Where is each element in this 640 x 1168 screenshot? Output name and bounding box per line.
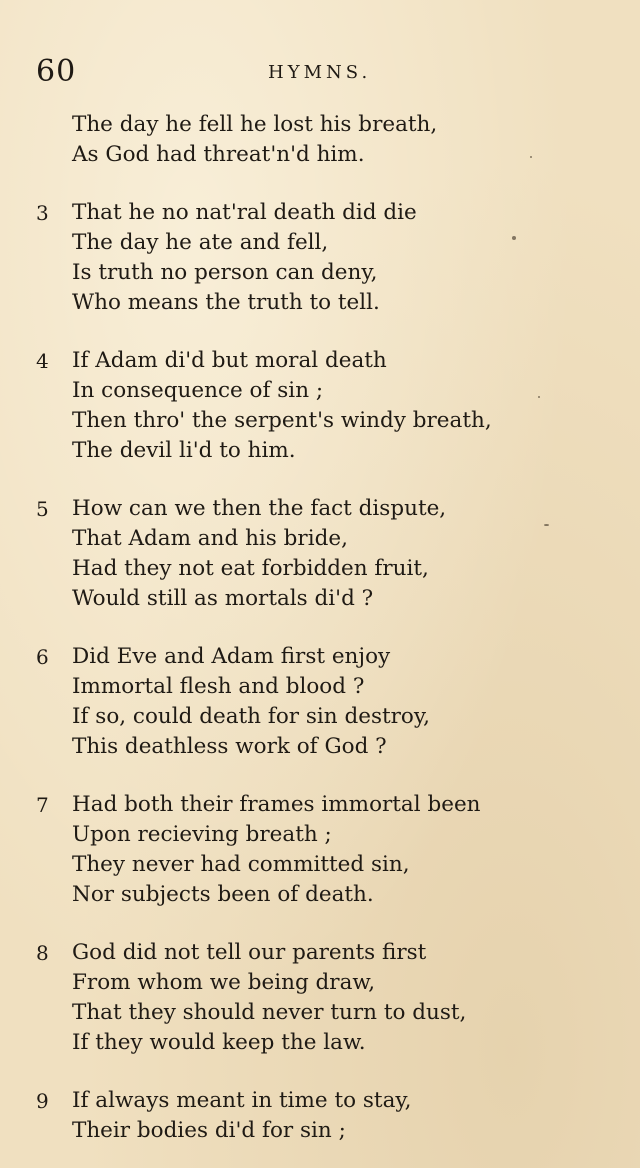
stanza-4 (36, 346, 596, 466)
stanza-number: 9 (36, 1089, 49, 1113)
stanza-3 (36, 198, 596, 318)
verse-line: 8 God did not tell our parents first (36, 938, 596, 968)
stanza-8 (36, 938, 596, 1058)
ink-speck (544, 524, 549, 526)
verse-line: The devil li'd to him. (72, 438, 296, 463)
stanza-number: 7 (36, 793, 49, 817)
stanza-continued (36, 110, 596, 170)
verse-line: Who means the truth to tell. (72, 290, 380, 315)
verse-line: This deathless work of God ? (72, 734, 387, 759)
verse-line: In consequence of sin ; (72, 378, 324, 403)
stanza-number: 6 (36, 645, 49, 669)
page-header (36, 52, 596, 92)
stanza-9 (36, 1086, 596, 1146)
verse-line: Nor subjects been of death. (72, 882, 374, 907)
stanza-number: 4 (36, 349, 49, 373)
verse-line: 5 How can we then the fact dispute, (36, 494, 596, 524)
verse-line: Then thro' the serpent's windy breath, (72, 408, 492, 433)
verse-line: They never had committed sin, (72, 852, 410, 877)
stanza-5 (36, 494, 596, 614)
page-number: 60 (36, 54, 77, 89)
verse-line: That they should never turn to dust, (72, 1000, 467, 1025)
verse-line: Upon recieving breath ; (72, 822, 332, 847)
stanza-6 (36, 642, 596, 762)
verse-line: If so, could death for sin destroy, (72, 704, 430, 729)
verse-line: As God had threat'n'd him. (72, 142, 365, 167)
verse-line: 9 If always meant in time to stay, (36, 1086, 596, 1116)
verse-line: That Adam and his bride, (72, 526, 348, 551)
stanza-7 (36, 790, 596, 910)
verse-line: Immortal flesh and blood ? (72, 674, 365, 699)
verse-line: 4 If Adam di'd but moral death (36, 346, 596, 376)
verse-line: The day he ate and fell, (72, 230, 329, 255)
running-head: HYMNS. (268, 62, 372, 83)
verse-line: Would still as mortals di'd ? (72, 586, 374, 611)
ink-speck (512, 236, 516, 240)
verse-line: 6 Did Eve and Adam first enjoy (36, 642, 596, 672)
verse-line: 7 Had both their frames immortal been (36, 790, 596, 820)
verse-line: Their bodies di'd for sin ; (72, 1118, 346, 1143)
stanza-number: 3 (36, 201, 49, 225)
verse-line: 3 That he no nat'ral death did die (36, 198, 596, 228)
ink-speck (530, 156, 532, 158)
stanza-number: 8 (36, 941, 49, 965)
verse-line: If they would keep the law. (72, 1030, 366, 1055)
hymn-text (36, 110, 596, 1146)
verse-line: Had they not eat forbidden fruit, (72, 556, 429, 581)
verse-line: From whom we being draw, (72, 970, 376, 995)
ink-speck (538, 396, 540, 398)
verse-line: The day he fell he lost his breath, (72, 112, 438, 137)
stanza-number: 5 (36, 497, 49, 521)
verse-line: Is truth no person can deny, (72, 260, 378, 285)
